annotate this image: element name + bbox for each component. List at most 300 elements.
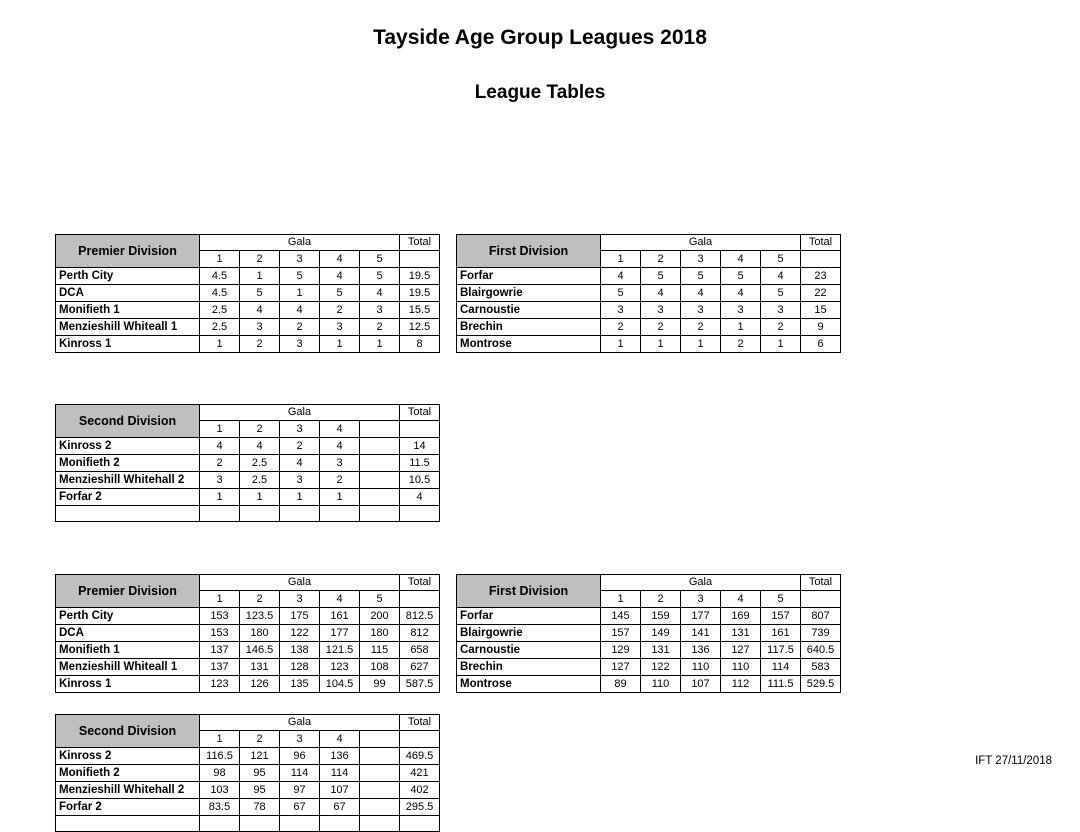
total-cell: 640.5: [801, 642, 841, 659]
total-cell: 812.5: [400, 608, 440, 625]
gala-col-2: 2: [240, 731, 280, 748]
gala-col-3: 3: [681, 591, 721, 608]
score-cell: [360, 438, 400, 455]
gala-header: Gala: [601, 575, 801, 591]
total-header: Total: [400, 575, 440, 591]
total-col-blank: [801, 251, 841, 268]
team-name: Carnoustie: [457, 302, 601, 319]
score-cell: 3: [200, 472, 240, 489]
score-cell: 5: [360, 268, 400, 285]
score-cell: [320, 816, 360, 832]
score-cell: 4.5: [200, 268, 240, 285]
score-cell: 136: [681, 642, 721, 659]
division-name: Second Division: [56, 405, 200, 438]
score-cell: 2: [320, 472, 360, 489]
table-row: [56, 816, 440, 832]
total-cell: 10.5: [400, 472, 440, 489]
league-table-scores-first: [456, 574, 841, 693]
total-cell: 15.5: [400, 302, 440, 319]
score-cell: 141: [681, 625, 721, 642]
team-name: Monifieth 1: [56, 302, 200, 319]
table-row: [457, 336, 841, 353]
score-cell: [360, 748, 400, 765]
score-cell: 122: [280, 625, 320, 642]
table-row: [56, 336, 440, 353]
score-cell: [360, 765, 400, 782]
score-cell: [200, 506, 240, 522]
score-cell: 123: [320, 659, 360, 676]
score-cell: 5: [681, 268, 721, 285]
league-table-scores-premier: [55, 574, 440, 693]
score-cell: 131: [641, 642, 681, 659]
total-cell: 587.5: [400, 676, 440, 693]
team-name: Menzieshill Whitehall 2: [56, 472, 200, 489]
score-cell: 1: [320, 489, 360, 506]
total-cell: 6: [801, 336, 841, 353]
score-cell: 110: [681, 659, 721, 676]
total-cell: 4: [400, 489, 440, 506]
score-cell: 4.5: [200, 285, 240, 302]
score-cell: 153: [200, 608, 240, 625]
score-cell: 4: [681, 285, 721, 302]
table-row: [457, 319, 841, 336]
total-cell: 11.5: [400, 455, 440, 472]
total-col-blank: [400, 591, 440, 608]
score-cell: 98: [200, 765, 240, 782]
score-cell: 145: [601, 608, 641, 625]
team-name: Montrose: [457, 336, 601, 353]
score-cell: 4: [200, 438, 240, 455]
score-cell: 5: [641, 268, 681, 285]
score-cell: 110: [721, 659, 761, 676]
score-cell: [280, 816, 320, 832]
score-cell: 116.5: [200, 748, 240, 765]
team-name: Kinross 1: [56, 676, 200, 693]
score-cell: 2: [601, 319, 641, 336]
score-cell: 122: [641, 659, 681, 676]
score-cell: 3: [681, 302, 721, 319]
team-name: Monifieth 2: [56, 455, 200, 472]
total-cell: 14: [400, 438, 440, 455]
score-cell: 123: [200, 676, 240, 693]
score-cell: 108: [360, 659, 400, 676]
score-cell: 127: [721, 642, 761, 659]
score-cell: 4: [320, 268, 360, 285]
total-cell: 807: [801, 608, 841, 625]
division-name: Premier Division: [56, 235, 200, 268]
page-subtitle: League Tables: [474, 82, 606, 103]
score-cell: 3: [641, 302, 681, 319]
table-row: [457, 676, 841, 693]
score-cell: 2.5: [200, 319, 240, 336]
total-cell: 8: [400, 336, 440, 353]
score-cell: 1: [280, 489, 320, 506]
score-cell: 3: [280, 336, 320, 353]
gala-col-2: 2: [641, 251, 681, 268]
gala-col-5: 5: [761, 591, 801, 608]
table-row: [56, 799, 440, 816]
total-cell: 529.5: [801, 676, 841, 693]
score-cell: 177: [320, 625, 360, 642]
score-cell: 107: [681, 676, 721, 693]
score-cell: 97: [280, 782, 320, 799]
team-name: Carnoustie: [457, 642, 601, 659]
table-row: [56, 285, 440, 302]
gala-header: Gala: [200, 405, 400, 421]
score-cell: [240, 506, 280, 522]
score-cell: 129: [601, 642, 641, 659]
table-row: [56, 608, 440, 625]
score-cell: 1: [761, 336, 801, 353]
score-cell: 149: [641, 625, 681, 642]
score-cell: 117.5: [761, 642, 801, 659]
score-cell: 131: [721, 625, 761, 642]
score-cell: 78: [240, 799, 280, 816]
gala-header: Gala: [200, 575, 400, 591]
score-cell: 157: [601, 625, 641, 642]
gala-col-5: 5: [360, 251, 400, 268]
score-cell: [320, 506, 360, 522]
total-cell: 19.5: [400, 285, 440, 302]
score-cell: 5: [320, 285, 360, 302]
team-name: [56, 506, 200, 522]
total-cell: 9: [801, 319, 841, 336]
gala-col-5: [360, 731, 400, 748]
total-cell: 23: [801, 268, 841, 285]
score-cell: 1: [280, 285, 320, 302]
table-row: [56, 765, 440, 782]
team-name: Monifieth 2: [56, 765, 200, 782]
score-cell: 1: [681, 336, 721, 353]
gala-header: Gala: [200, 235, 400, 251]
score-cell: [360, 506, 400, 522]
team-name: [56, 816, 200, 832]
gala-col-1: 1: [200, 591, 240, 608]
score-cell: 180: [240, 625, 280, 642]
score-cell: 1: [320, 336, 360, 353]
score-cell: 200: [360, 608, 400, 625]
table-row: [56, 438, 440, 455]
score-cell: 114: [280, 765, 320, 782]
score-cell: 114: [320, 765, 360, 782]
score-cell: 128: [280, 659, 320, 676]
score-cell: 2: [320, 302, 360, 319]
score-cell: 5: [721, 268, 761, 285]
total-cell: 627: [400, 659, 440, 676]
score-cell: 2: [280, 438, 320, 455]
gala-col-4: 4: [320, 731, 360, 748]
score-cell: [360, 799, 400, 816]
score-cell: [360, 455, 400, 472]
league-table-points-second: [55, 404, 440, 522]
score-cell: 95: [240, 782, 280, 799]
table-row: [56, 625, 440, 642]
score-cell: 1: [641, 336, 681, 353]
score-cell: 1: [240, 489, 280, 506]
gala-col-4: 4: [320, 591, 360, 608]
gala-col-2: 2: [240, 251, 280, 268]
table-row: [56, 472, 440, 489]
score-cell: 67: [320, 799, 360, 816]
league-table-points-first: [456, 234, 841, 353]
score-cell: 5: [761, 285, 801, 302]
score-cell: 111.5: [761, 676, 801, 693]
score-cell: 67: [280, 799, 320, 816]
score-cell: 4: [280, 302, 320, 319]
score-cell: 137: [200, 642, 240, 659]
team-name: DCA: [56, 285, 200, 302]
score-cell: 146.5: [240, 642, 280, 659]
score-cell: 1: [200, 489, 240, 506]
total-col-blank: [801, 591, 841, 608]
total-cell: 15: [801, 302, 841, 319]
score-cell: 104.5: [320, 676, 360, 693]
score-cell: 159: [641, 608, 681, 625]
score-cell: 2.5: [200, 302, 240, 319]
score-cell: 121: [240, 748, 280, 765]
score-cell: 2.5: [240, 455, 280, 472]
total-cell: 739: [801, 625, 841, 642]
gala-col-1: 1: [601, 251, 641, 268]
score-cell: 3: [761, 302, 801, 319]
total-header: Total: [400, 235, 440, 251]
gala-col-1: 1: [200, 731, 240, 748]
total-header: Total: [400, 405, 440, 421]
score-cell: [280, 506, 320, 522]
team-name: Kinross 1: [56, 336, 200, 353]
score-cell: 2: [761, 319, 801, 336]
score-cell: 157: [761, 608, 801, 625]
score-cell: 161: [761, 625, 801, 642]
team-name: Monifieth 1: [56, 642, 200, 659]
score-cell: 4: [360, 285, 400, 302]
total-cell: 812: [400, 625, 440, 642]
total-header: Total: [400, 715, 440, 731]
table-row: [56, 302, 440, 319]
score-cell: [360, 782, 400, 799]
score-cell: 5: [240, 285, 280, 302]
score-cell: 5: [280, 268, 320, 285]
division-name: First Division: [457, 235, 601, 268]
score-cell: 169: [721, 608, 761, 625]
score-cell: 137: [200, 659, 240, 676]
gala-col-3: 3: [280, 591, 320, 608]
score-cell: 1: [240, 268, 280, 285]
table-row: [56, 489, 440, 506]
team-name: Perth City: [56, 268, 200, 285]
total-cell: 295.5: [400, 799, 440, 816]
score-cell: 3: [721, 302, 761, 319]
gala-col-3: 3: [681, 251, 721, 268]
gala-col-4: 4: [721, 591, 761, 608]
team-name: Forfar 2: [56, 489, 200, 506]
gala-col-5: [360, 421, 400, 438]
total-cell: 421: [400, 765, 440, 782]
score-cell: 89: [601, 676, 641, 693]
team-name: Perth City: [56, 608, 200, 625]
score-cell: 96: [280, 748, 320, 765]
total-col-blank: [400, 421, 440, 438]
score-cell: [360, 472, 400, 489]
score-cell: 83.5: [200, 799, 240, 816]
division-name: First Division: [457, 575, 601, 608]
total-header: Total: [801, 235, 841, 251]
team-name: Kinross 2: [56, 438, 200, 455]
score-cell: 3: [320, 319, 360, 336]
score-cell: 107: [320, 782, 360, 799]
score-cell: 136: [320, 748, 360, 765]
score-cell: 2: [721, 336, 761, 353]
score-cell: 110: [641, 676, 681, 693]
table-row: [56, 268, 440, 285]
gala-header: Gala: [601, 235, 801, 251]
team-name: DCA: [56, 625, 200, 642]
total-cell: 469.5: [400, 748, 440, 765]
league-table-scores-second: [55, 714, 440, 832]
division-name: Second Division: [56, 715, 200, 748]
score-cell: 95: [240, 765, 280, 782]
gala-col-1: 1: [601, 591, 641, 608]
total-cell: [400, 816, 440, 832]
gala-col-4: 4: [721, 251, 761, 268]
total-col-blank: [400, 251, 440, 268]
score-cell: [240, 816, 280, 832]
gala-col-1: 1: [200, 421, 240, 438]
team-name: Kinross 2: [56, 748, 200, 765]
team-name: Menzieshill Whitehall 2: [56, 782, 200, 799]
score-cell: 4: [280, 455, 320, 472]
gala-col-5: 5: [360, 591, 400, 608]
gala-col-2: 2: [240, 421, 280, 438]
gala-col-2: 2: [240, 591, 280, 608]
gala-col-3: 3: [280, 421, 320, 438]
score-cell: 161: [320, 608, 360, 625]
total-col-blank: [400, 731, 440, 748]
gala-col-5: 5: [761, 251, 801, 268]
team-name: Forfar: [457, 608, 601, 625]
score-cell: 5: [601, 285, 641, 302]
table-row: [56, 455, 440, 472]
score-cell: 103: [200, 782, 240, 799]
table-row: [457, 659, 841, 676]
score-cell: 1: [601, 336, 641, 353]
division-name: Premier Division: [56, 575, 200, 608]
table-row: [457, 642, 841, 659]
score-cell: 126: [240, 676, 280, 693]
gala-col-3: 3: [280, 731, 320, 748]
score-cell: 3: [240, 319, 280, 336]
score-cell: 3: [360, 302, 400, 319]
score-cell: 153: [200, 625, 240, 642]
score-cell: 1: [360, 336, 400, 353]
score-cell: 2: [360, 319, 400, 336]
table-row: [457, 268, 841, 285]
score-cell: 4: [721, 285, 761, 302]
score-cell: 115: [360, 642, 400, 659]
score-cell: 2: [200, 455, 240, 472]
score-cell: 4: [240, 302, 280, 319]
table-row: [457, 608, 841, 625]
score-cell: 131: [240, 659, 280, 676]
score-cell: 4: [761, 268, 801, 285]
score-cell: 4: [641, 285, 681, 302]
score-cell: 1: [721, 319, 761, 336]
gala-col-2: 2: [641, 591, 681, 608]
total-cell: 402: [400, 782, 440, 799]
gala-col-4: 4: [320, 421, 360, 438]
score-cell: 135: [280, 676, 320, 693]
total-cell: 12.5: [400, 319, 440, 336]
score-cell: 175: [280, 608, 320, 625]
score-cell: 99: [360, 676, 400, 693]
score-cell: 177: [681, 608, 721, 625]
score-cell: [360, 489, 400, 506]
score-cell: 4: [320, 438, 360, 455]
score-cell: 3: [601, 302, 641, 319]
table-row: [56, 748, 440, 765]
score-cell: 114: [761, 659, 801, 676]
score-cell: 3: [280, 472, 320, 489]
table-row: [56, 642, 440, 659]
score-cell: 180: [360, 625, 400, 642]
total-cell: [400, 506, 440, 522]
score-cell: 2.5: [240, 472, 280, 489]
score-cell: 4: [240, 438, 280, 455]
league-table-points-premier: [55, 234, 440, 353]
team-name: Forfar: [457, 268, 601, 285]
team-name: Menzieshill Whiteall 1: [56, 319, 200, 336]
score-cell: 1: [200, 336, 240, 353]
total-cell: 22: [801, 285, 841, 302]
score-cell: 3: [320, 455, 360, 472]
table-row: [56, 319, 440, 336]
footer-credit: IFT 27/11/2018: [975, 755, 1052, 767]
total-cell: 658: [400, 642, 440, 659]
score-cell: 2: [641, 319, 681, 336]
team-name: Montrose: [457, 676, 601, 693]
table-row: [56, 676, 440, 693]
score-cell: 138: [280, 642, 320, 659]
score-cell: 112: [721, 676, 761, 693]
gala-header: Gala: [200, 715, 400, 731]
score-cell: 123.5: [240, 608, 280, 625]
score-cell: [360, 816, 400, 832]
score-cell: [200, 816, 240, 832]
table-row: [457, 302, 841, 319]
score-cell: 4: [601, 268, 641, 285]
team-name: Brechin: [457, 659, 601, 676]
score-cell: 127: [601, 659, 641, 676]
page-title: Tayside Age Group Leagues 2018: [373, 26, 707, 49]
team-name: Blairgowrie: [457, 625, 601, 642]
total-header: Total: [801, 575, 841, 591]
team-name: Forfar 2: [56, 799, 200, 816]
table-row: [56, 506, 440, 522]
gala-col-3: 3: [280, 251, 320, 268]
team-name: Blairgowrie: [457, 285, 601, 302]
gala-col-1: 1: [200, 251, 240, 268]
team-name: Brechin: [457, 319, 601, 336]
score-cell: 2: [681, 319, 721, 336]
score-cell: 2: [240, 336, 280, 353]
table-row: [457, 285, 841, 302]
score-cell: 121.5: [320, 642, 360, 659]
gala-col-4: 4: [320, 251, 360, 268]
total-cell: 19.5: [400, 268, 440, 285]
table-row: [56, 659, 440, 676]
total-cell: 583: [801, 659, 841, 676]
score-cell: 2: [280, 319, 320, 336]
